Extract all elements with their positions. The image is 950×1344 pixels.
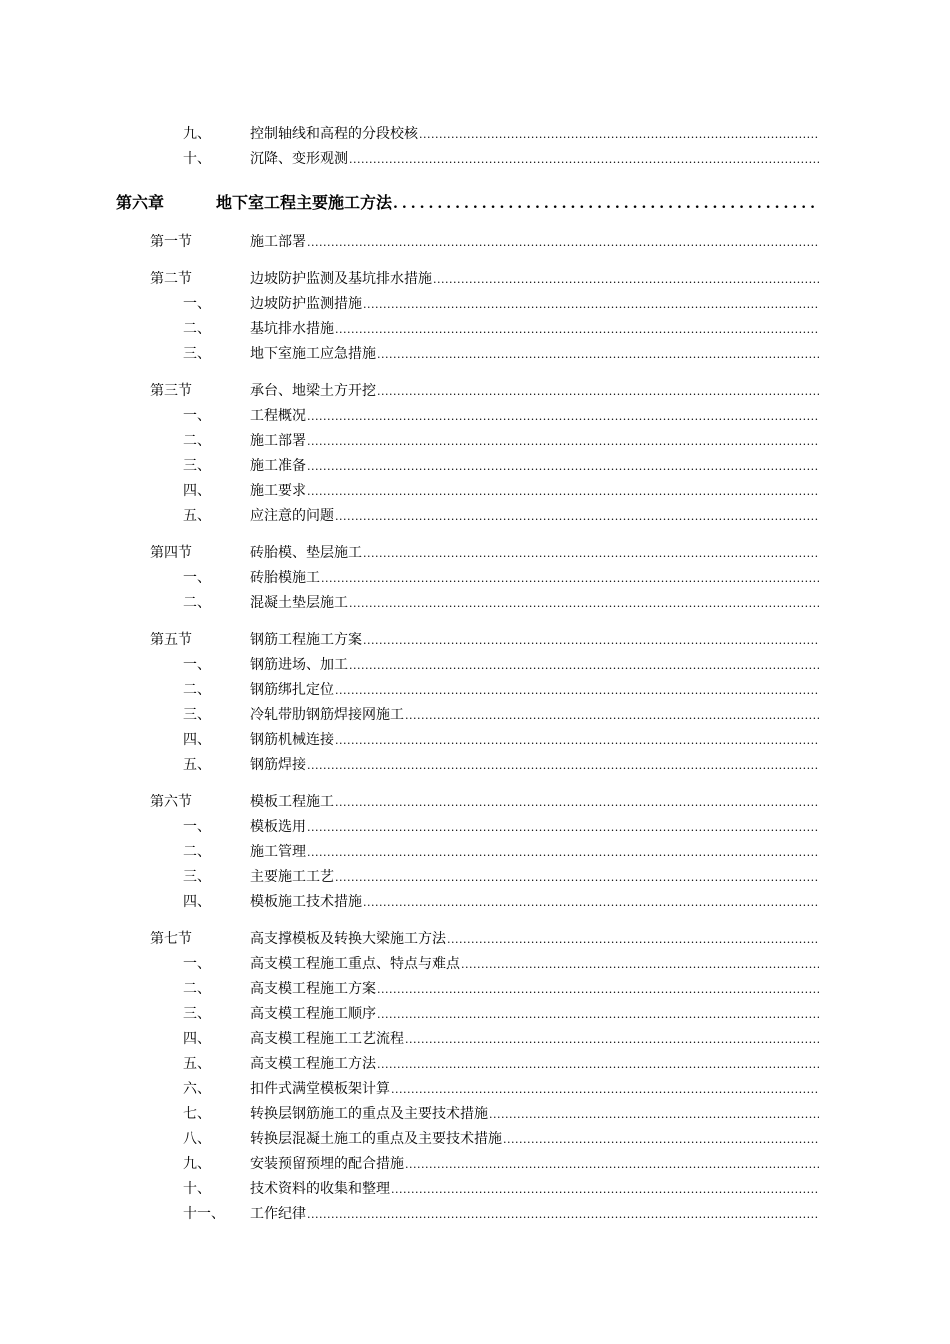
toc-item-number: 四、 — [183, 894, 211, 910]
toc-item-title: 施工准备 — [250, 458, 306, 474]
toc-item-title: 模板选用 — [250, 819, 306, 835]
toc-item-title: 转换层钢筋施工的重点及主要技术措施 — [250, 1106, 488, 1122]
dot-leader — [391, 1177, 819, 1202]
toc-item-number: 八、 — [183, 1131, 211, 1147]
toc-item-number: 一、 — [183, 296, 211, 312]
toc-item-number: 二、 — [183, 321, 211, 337]
dot-leader — [349, 147, 819, 172]
dot-leader — [335, 865, 819, 890]
toc-item-number: 二、 — [183, 433, 211, 449]
toc-item-number: 五、 — [183, 508, 211, 524]
toc-item[interactable] — [0, 952, 950, 977]
toc-item-title: 高支模工程施工方案 — [250, 981, 376, 997]
dot-leader — [405, 1027, 819, 1052]
toc-item[interactable] — [0, 1052, 950, 1077]
toc-item[interactable] — [0, 122, 950, 147]
toc-item[interactable] — [0, 1077, 950, 1102]
toc-item[interactable] — [0, 865, 950, 890]
dot-leader — [307, 840, 819, 865]
toc-item-title: 地下室施工应急措施 — [250, 346, 376, 362]
toc-item-title: 高支模工程施工顺序 — [250, 1006, 376, 1022]
dot-leader — [377, 379, 819, 404]
toc-item[interactable] — [0, 479, 950, 504]
toc-item-number: 三、 — [183, 707, 211, 723]
toc-item[interactable] — [0, 703, 950, 728]
toc-item-title: 混凝土垫层施工 — [250, 595, 348, 611]
toc-section-title: 承台、地梁土方开挖 — [250, 383, 376, 399]
toc-section-title: 模板工程施工 — [250, 794, 334, 810]
dot-leader — [307, 230, 819, 255]
toc-item-title: 高支模工程施工方法 — [250, 1056, 376, 1072]
toc-section[interactable] — [0, 379, 950, 404]
toc-item-title: 钢筋绑扎定位 — [250, 682, 334, 698]
toc-section-number: 第一节 — [150, 234, 192, 250]
toc-item[interactable] — [0, 1027, 950, 1052]
dot-leader — [419, 122, 819, 147]
toc-section-title: 钢筋工程施工方案 — [250, 632, 362, 648]
dot-leader — [335, 678, 819, 703]
toc-section-title: 边坡防护监测及基坑排水措施 — [250, 271, 432, 287]
dot-leader — [307, 454, 819, 479]
toc-item[interactable] — [0, 815, 950, 840]
toc-item-number: 十、 — [183, 151, 211, 167]
dot-leader — [307, 479, 819, 504]
toc-item-title: 砖胎模施工 — [250, 570, 320, 586]
toc-section-number: 第四节 — [150, 545, 192, 561]
toc-item-title: 安装预留预埋的配合措施 — [250, 1156, 404, 1172]
dot-leader — [335, 317, 819, 342]
dot-leader — [349, 653, 819, 678]
toc-item-title: 钢筋焊接 — [250, 757, 306, 773]
toc-item-number: 二、 — [183, 844, 211, 860]
toc-item-number: 四、 — [183, 732, 211, 748]
toc-section-number: 第七节 — [150, 931, 192, 947]
dot-leader — [363, 890, 819, 915]
toc-item-number: 三、 — [183, 458, 211, 474]
toc-section-number: 第五节 — [150, 632, 192, 648]
toc-item[interactable] — [0, 454, 950, 479]
toc-item[interactable] — [0, 1002, 950, 1027]
toc-section-number: 第三节 — [150, 383, 192, 399]
toc-item-number: 十、 — [183, 1181, 211, 1197]
dot-leader — [377, 1002, 819, 1027]
toc-item[interactable] — [0, 1177, 950, 1202]
toc-item-number: 七、 — [183, 1106, 211, 1122]
dot-leader — [321, 566, 819, 591]
toc-item-number: 十一、 — [183, 1206, 225, 1222]
toc-item-title: 工程概况 — [250, 408, 306, 424]
toc-item-title: 冷轧带肋钢筋焊接网施工 — [250, 707, 404, 723]
dot-leader — [405, 703, 819, 728]
toc-section[interactable] — [0, 790, 950, 815]
dot-leader — [503, 1127, 819, 1152]
toc-item-title: 施工管理 — [250, 844, 306, 860]
dot-leader — [307, 429, 819, 454]
toc-item-title: 扣件式满堂模板架计算 — [250, 1081, 390, 1097]
dot-leader — [363, 541, 819, 566]
toc-chapter-number: 第六章 — [116, 193, 165, 212]
toc-item-title: 模板施工技术措施 — [250, 894, 362, 910]
toc-item-number: 一、 — [183, 657, 211, 673]
toc-item[interactable] — [0, 429, 950, 454]
toc-item-number: 四、 — [183, 483, 211, 499]
toc-section-title: 砖胎模、垫层施工 — [250, 545, 362, 561]
toc-item[interactable] — [0, 292, 950, 317]
toc-item[interactable] — [0, 404, 950, 429]
toc-section-title: 施工部署 — [250, 234, 306, 250]
dot-leader — [461, 952, 819, 977]
toc-item-number: 四、 — [183, 1031, 211, 1047]
dot-leader — [335, 790, 819, 815]
toc-item-title: 控制轴线和高程的分段校核 — [250, 126, 418, 142]
toc-section-title: 高支撑模板及转换大梁施工方法 — [250, 931, 446, 947]
toc-item-title: 钢筋进场、加工 — [250, 657, 348, 673]
toc-item-title: 高支模工程施工工艺流程 — [250, 1031, 404, 1047]
toc-chapter[interactable] — [0, 188, 950, 218]
toc-item-number: 六、 — [183, 1081, 211, 1097]
toc-item[interactable] — [0, 653, 950, 678]
toc-item-title: 边坡防护监测措施 — [250, 296, 362, 312]
toc-item-title: 高支模工程施工重点、特点与难点 — [250, 956, 460, 972]
toc-item-title: 沉降、变形观测 — [250, 151, 348, 167]
toc-item-number: 九、 — [183, 126, 211, 142]
toc-item[interactable] — [0, 678, 950, 703]
dot-leader — [349, 591, 819, 616]
toc-item-number: 五、 — [183, 1056, 211, 1072]
dot-leader — [363, 292, 819, 317]
dot-leader — [307, 1202, 819, 1227]
dot-leader — [377, 342, 819, 367]
toc-item[interactable] — [0, 504, 950, 529]
toc-item[interactable] — [0, 977, 950, 1002]
toc-item-number: 三、 — [183, 869, 211, 885]
toc-item-title: 钢筋机械连接 — [250, 732, 334, 748]
toc-item[interactable] — [0, 566, 950, 591]
toc-item-number: 三、 — [183, 346, 211, 362]
toc-item[interactable] — [0, 317, 950, 342]
toc-section[interactable] — [0, 628, 950, 653]
dot-leader — [307, 404, 819, 429]
toc-item-number: 一、 — [183, 570, 211, 586]
toc-item-title: 工作纪律 — [250, 1206, 306, 1222]
toc-section[interactable] — [0, 541, 950, 566]
toc-section-number: 第六节 — [150, 794, 192, 810]
dot-leader — [393, 189, 816, 219]
toc-section[interactable] — [0, 230, 950, 255]
toc-item-title: 施工部署 — [250, 433, 306, 449]
dot-leader — [335, 504, 819, 529]
toc-section[interactable] — [0, 927, 950, 952]
toc-item-number: 五、 — [183, 757, 211, 773]
dot-leader — [363, 628, 819, 653]
dot-leader — [307, 815, 819, 840]
toc-item[interactable] — [0, 753, 950, 778]
toc-item-number: 一、 — [183, 819, 211, 835]
toc-item[interactable] — [0, 890, 950, 915]
toc-item[interactable] — [0, 1102, 950, 1127]
dot-leader — [335, 728, 819, 753]
toc-item-title: 施工要求 — [250, 483, 306, 499]
toc-item-title: 应注意的问题 — [250, 508, 334, 524]
table-of-contents — [0, 122, 950, 1227]
toc-section-number: 第二节 — [150, 271, 192, 287]
dot-leader — [489, 1102, 819, 1127]
toc-item[interactable] — [0, 728, 950, 753]
dot-leader — [307, 753, 819, 778]
toc-item[interactable] — [0, 1202, 950, 1227]
toc-item[interactable] — [0, 1127, 950, 1152]
toc-item-title: 转换层混凝土施工的重点及主要技术措施 — [250, 1131, 502, 1147]
toc-item-number: 三、 — [183, 1006, 211, 1022]
toc-item-number: 一、 — [183, 408, 211, 424]
toc-item-title: 技术资料的收集和整理 — [250, 1181, 390, 1197]
toc-chapter-title: 地下室工程主要施工方法 — [216, 193, 393, 212]
dot-leader — [447, 927, 819, 952]
dot-leader — [377, 977, 819, 1002]
toc-item-number: 二、 — [183, 981, 211, 997]
dot-leader — [377, 1052, 819, 1077]
toc-sections — [0, 230, 950, 1227]
dot-leader — [391, 1077, 819, 1102]
toc-item-title: 基坑排水措施 — [250, 321, 334, 337]
toc-item-number: 二、 — [183, 682, 211, 698]
dot-leader — [433, 267, 819, 292]
toc-section[interactable] — [0, 267, 950, 292]
dot-leader — [405, 1152, 819, 1177]
toc-item-number: 二、 — [183, 595, 211, 611]
toc-item[interactable] — [0, 147, 950, 172]
toc-item-number: 一、 — [183, 956, 211, 972]
toc-item[interactable] — [0, 591, 950, 616]
toc-item[interactable] — [0, 1152, 950, 1177]
toc-item[interactable] — [0, 840, 950, 865]
toc-item-number: 九、 — [183, 1156, 211, 1172]
toc-item[interactable] — [0, 342, 950, 367]
toc-item-title: 主要施工工艺 — [250, 869, 334, 885]
